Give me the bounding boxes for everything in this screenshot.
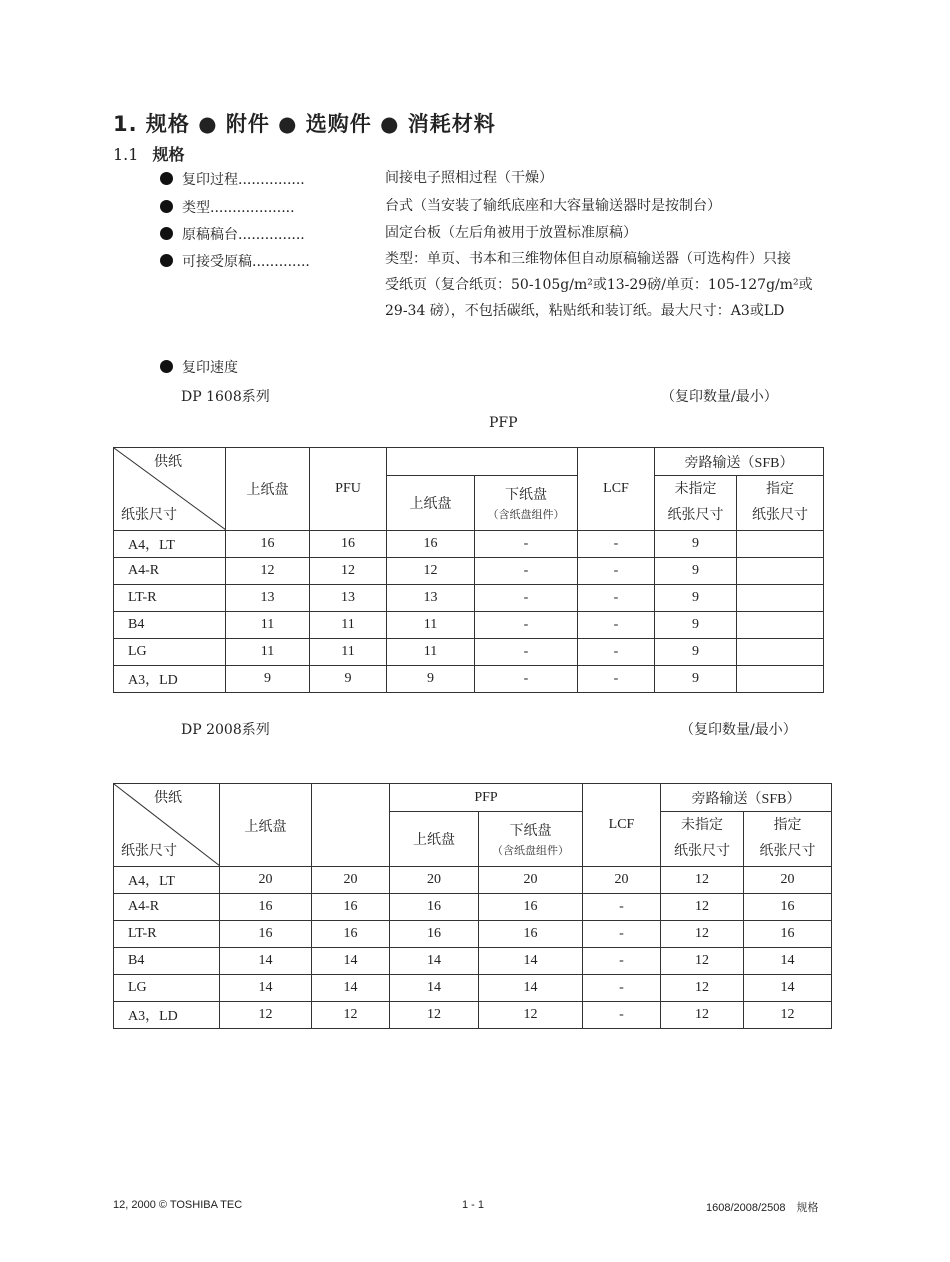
page-title: 1. 规格 ● 附件 ● 选购件 ● 消耗材料 [113, 112, 496, 136]
spec-item [160, 251, 310, 271]
row-size-label: LG [114, 639, 226, 666]
table-cell: 14 [744, 948, 832, 975]
table-cell: 16 [479, 921, 583, 948]
table-cell: - [578, 639, 655, 666]
table-row [114, 612, 824, 639]
spec-value: 类型：单页、书本和三维物体但自动原稿输送器（可选构件）只接 [385, 251, 791, 267]
row-size-label: LT-R [114, 921, 220, 948]
table-cell: 20 [220, 867, 312, 894]
table-cell: 11 [310, 612, 387, 639]
table-cell: - [583, 975, 661, 1002]
table-cell [737, 666, 824, 693]
table-cell: 16 [310, 531, 387, 558]
row-size-label: LT-R [114, 585, 226, 612]
table-cell: 14 [479, 948, 583, 975]
speed-heading: 复印速度 [182, 360, 238, 376]
table-cell: 13 [226, 585, 310, 612]
spec-item [160, 197, 295, 217]
table-cell: 11 [310, 639, 387, 666]
table-cell: 12 [310, 558, 387, 585]
table-cell: 20 [312, 867, 390, 894]
table-cell [737, 612, 824, 639]
pfp-label: PFP [489, 415, 518, 431]
header-unspecified [661, 812, 744, 867]
table-cell: 11 [226, 612, 310, 639]
table-cell [737, 531, 824, 558]
table-cell: 12 [661, 948, 744, 975]
table-row [114, 975, 832, 1002]
table-cell: 20 [583, 867, 661, 894]
table-cell: 12 [661, 921, 744, 948]
bullet-icon [160, 254, 173, 267]
header-unspecified-size: 纸张尺寸 [667, 508, 724, 524]
footer-copyright: 12, 2000 © TOSHIBA TEC [113, 1199, 243, 1211]
spec-value: 29-34 磅），不包括碳纸，粘贴纸和装订纸。最大尺寸：A3或LD [385, 303, 785, 319]
header-supply: 供纸 [154, 455, 182, 470]
row-size-label: A4，LT [114, 531, 226, 558]
header-blank [312, 784, 390, 867]
table-row [114, 948, 832, 975]
table-cell: 9 [226, 666, 310, 693]
table-cell: 12 [661, 1002, 744, 1029]
header-pfp-group [387, 448, 578, 476]
table-cell: - [583, 921, 661, 948]
table-cell: 16 [387, 531, 475, 558]
table-cell: - [475, 612, 578, 639]
table-cell: 16 [226, 531, 310, 558]
header-sfb: 旁路输送（SFB） [661, 784, 832, 812]
spec-label: 原稿稿台............... [182, 227, 305, 243]
speed-table-2008 [113, 783, 832, 1029]
bullet-icon [160, 200, 173, 213]
table-cell: 9 [655, 666, 737, 693]
header-lcf: LCF [578, 448, 655, 531]
bullet-icon [160, 360, 173, 373]
header-specified-size: 纸张尺寸 [752, 508, 808, 524]
table-cell: - [583, 948, 661, 975]
table-cell: - [578, 612, 655, 639]
table-cell: - [475, 531, 578, 558]
table-cell: 14 [479, 975, 583, 1002]
table-cell: 9 [655, 639, 737, 666]
row-size-label: B4 [114, 948, 220, 975]
table-cell: - [578, 585, 655, 612]
table-cell: 14 [390, 948, 479, 975]
table-cell [737, 639, 824, 666]
table-cell: 16 [220, 894, 312, 921]
table-cell: 9 [655, 558, 737, 585]
table-cell: 12 [661, 867, 744, 894]
header-supply: 供纸 [154, 791, 182, 806]
row-size-label: A4-R [114, 558, 226, 585]
table-cell [737, 585, 824, 612]
spec-item [160, 357, 238, 377]
table-cell: 12 [744, 1002, 832, 1029]
header-specified [744, 812, 832, 867]
table-cell: - [583, 1002, 661, 1029]
spec-item [160, 169, 305, 189]
table-cell: 16 [312, 894, 390, 921]
header-pfp-lower-sub: （含纸盘组件） [487, 509, 565, 522]
table-cell: 12 [661, 894, 744, 921]
table-cell: 12 [220, 1002, 312, 1029]
header-pfp-upper: 上纸盘 [390, 812, 479, 867]
table-cell: 14 [312, 948, 390, 975]
table-cell: 16 [390, 894, 479, 921]
header-pfp-lower-label: 下纸盘 [505, 488, 547, 504]
header-diagonal-cell [114, 448, 226, 531]
spec-value: 间接电子照相过程（干燥） [385, 170, 553, 186]
section-number: 1.1 [113, 145, 139, 164]
table-row [114, 1002, 832, 1029]
table-cell: 13 [310, 585, 387, 612]
table-cell: - [475, 558, 578, 585]
section-heading [113, 142, 184, 165]
series-label: DP 2008系列 [181, 722, 270, 738]
header-pfp-lower [479, 812, 583, 867]
unit-label: （复印数量/最小） [661, 389, 778, 405]
table-cell: - [578, 666, 655, 693]
table-cell: 14 [220, 975, 312, 1002]
header-pfp: PFP [390, 784, 583, 812]
header-specified [737, 476, 824, 531]
header-unspecified-label: 未指定 [681, 818, 723, 834]
table-cell: 9 [387, 666, 475, 693]
table-cell: 20 [390, 867, 479, 894]
table-cell: 9 [655, 612, 737, 639]
table-cell: 14 [312, 975, 390, 1002]
spec-item [160, 224, 305, 244]
header-unspecified [655, 476, 737, 531]
header-sfb: 旁路输送（SFB） [655, 448, 824, 476]
table-cell: 20 [744, 867, 832, 894]
table-cell: 16 [744, 921, 832, 948]
table-cell: 13 [387, 585, 475, 612]
table-cell: 12 [387, 558, 475, 585]
table-row [114, 867, 832, 894]
table-cell: 20 [479, 867, 583, 894]
unit-label: （复印数量/最小） [680, 722, 797, 738]
table-cell: 16 [479, 894, 583, 921]
header-size: 纸张尺寸 [121, 508, 177, 523]
table-cell: - [475, 639, 578, 666]
table-cell: 14 [390, 975, 479, 1002]
header-specified-label: 指定 [766, 482, 794, 498]
row-size-label: A4-R [114, 894, 220, 921]
table-cell: 12 [479, 1002, 583, 1029]
row-size-label: B4 [114, 612, 226, 639]
header-pfp-lower-sub: （含纸盘组件） [492, 845, 569, 858]
table-cell: 9 [310, 666, 387, 693]
spec-label: 可接受原稿............. [182, 254, 310, 270]
table-cell: 16 [312, 921, 390, 948]
table-cell: 11 [387, 612, 475, 639]
table-cell: 12 [390, 1002, 479, 1029]
table-cell: 12 [226, 558, 310, 585]
table-cell [737, 558, 824, 585]
table-cell: 12 [312, 1002, 390, 1029]
table-row [114, 558, 824, 585]
header-unspecified-label: 未指定 [674, 482, 717, 498]
spec-value: 台式（当安装了输纸底座和大容量输送器时是按制台） [385, 198, 721, 214]
table-cell: - [475, 666, 578, 693]
footer-doc-title: 1608/2008/2508 规格 [706, 1202, 819, 1214]
header-unspecified-size: 纸张尺寸 [674, 844, 730, 860]
footer-page-number: 1 - 1 [462, 1199, 485, 1211]
header-specified-size: 纸张尺寸 [759, 844, 816, 860]
table-cell: 16 [220, 921, 312, 948]
spec-label: 复印过程............... [182, 172, 305, 188]
table-cell: 14 [744, 975, 832, 1002]
spec-label: 类型................... [182, 200, 295, 216]
series-label: DP 1608系列 [181, 389, 270, 405]
table-cell: 12 [661, 975, 744, 1002]
header-specified-label: 指定 [773, 818, 802, 834]
table-cell: 14 [220, 948, 312, 975]
table-row [114, 531, 824, 558]
section-title: 规格 [152, 145, 185, 164]
row-size-label: A3，LD [114, 666, 226, 693]
header-pfu: PFU [310, 448, 387, 531]
header-lcf: LCF [583, 784, 661, 867]
speed-table-1608 [113, 447, 824, 693]
table-cell: - [583, 894, 661, 921]
table-cell: 16 [744, 894, 832, 921]
header-pfp-lower-label: 下纸盘 [509, 824, 552, 840]
table-row [114, 894, 832, 921]
row-size-label: A3，LD [114, 1002, 220, 1029]
table-cell: 11 [226, 639, 310, 666]
header-pfp-upper: 上纸盘 [387, 476, 475, 531]
table-cell: - [578, 558, 655, 585]
spec-value: 受纸页（复合纸页：50-105g/m²或13-29磅/单页：105-127g/m²或 [385, 277, 813, 293]
row-size-label: LG [114, 975, 220, 1002]
spec-value: 固定台板（左后角被用于放置标准原稿） [385, 225, 637, 241]
header-diagonal-cell [114, 784, 220, 867]
header-pfp-lower [475, 476, 578, 531]
table-cell: 9 [655, 531, 737, 558]
table-row [114, 921, 832, 948]
bullet-icon [160, 172, 173, 185]
header-size: 纸张尺寸 [121, 844, 177, 859]
table-cell: - [475, 585, 578, 612]
table-cell: 16 [390, 921, 479, 948]
table-row [114, 639, 824, 666]
table-cell: 11 [387, 639, 475, 666]
table-row [114, 585, 824, 612]
header-upper: 上纸盘 [226, 448, 310, 531]
table-row [114, 666, 824, 693]
table-cell: 9 [655, 585, 737, 612]
bullet-icon [160, 227, 173, 240]
table-cell: - [578, 531, 655, 558]
header-upper: 上纸盘 [220, 784, 312, 867]
row-size-label: A4，LT [114, 867, 220, 894]
